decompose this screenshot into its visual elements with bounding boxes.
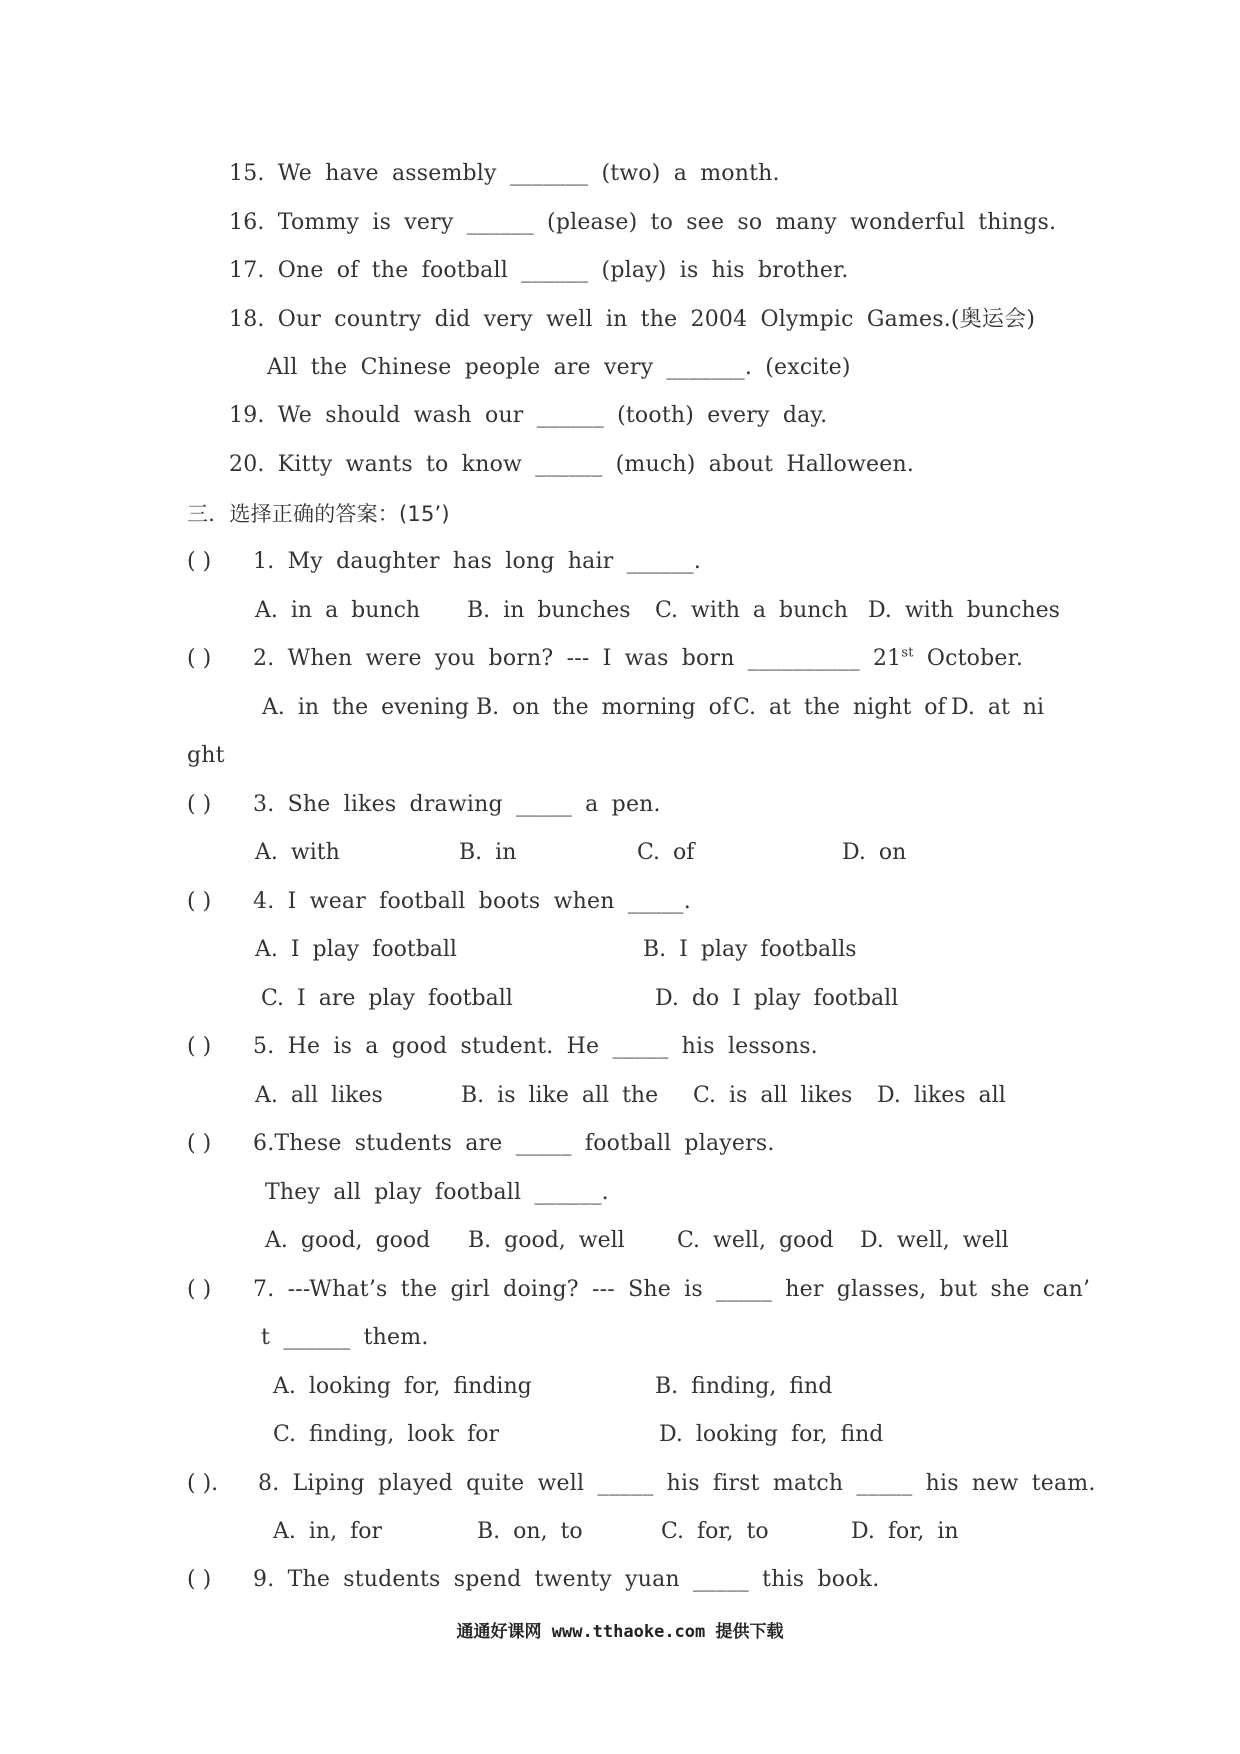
answer-blank: ( ) [187, 792, 212, 817]
answer-blank: ( ) [187, 1277, 212, 1302]
question-5-option-c: C. is all likes [693, 1083, 853, 1108]
question-2-stem [253, 645, 1023, 673]
answer-blank: ( ) [187, 889, 212, 914]
fill-item-16: 16. Tommy is very ______ (please) to see so many wonderful things. [229, 210, 1057, 235]
fill-item-18: 18. Our country did very well in the 2004 Olympic Games.(奥运会) [229, 307, 1036, 332]
question-5-option-b: B. is like all the [461, 1083, 659, 1108]
question-1-option-d: D. with bunches [868, 598, 1060, 623]
question-6-option-b: B. good, well [468, 1228, 625, 1253]
question-4-option-b: B. I play footballs [643, 937, 857, 962]
answer-blank: ( ) [187, 1567, 212, 1592]
question-5-option-a: A. all likes [255, 1083, 383, 1108]
question-7-option-d: D. looking for, find [659, 1422, 884, 1447]
fill-item-18-continuation: All the Chinese people are very _______. (excite) [267, 355, 851, 380]
question-1-option-c: C. with a bunch [655, 598, 848, 623]
question-2-option-a: A. in the evening [262, 695, 470, 720]
fill-item-17: 17. One of the football ______ (play) is his brother. [229, 258, 849, 283]
question-2-option-d-wrap: ght [187, 743, 225, 768]
page-footer: 通通好课网 www.tthaoke.com 提供下载 [456, 1622, 784, 1642]
question-7-stem: 7. ---What’s the girl doing? --- She is _____ her glasses, but she can’ [253, 1277, 1091, 1302]
answer-blank: ( ) [187, 549, 212, 574]
question-4-option-a: A. I play football [255, 937, 457, 962]
question-6-option-c: C. well, good [677, 1228, 834, 1253]
question-2-option-d: D. at ni [951, 695, 1044, 720]
question-2-option-b: B. on the morning of [476, 695, 731, 720]
fill-item-15: 15. We have assembly _______ (two) a month. [229, 161, 780, 186]
question-3-option-b: B. in [459, 840, 517, 865]
answer-blank: ( ) [187, 1034, 212, 1059]
question-7-stem-continuation: t ______ them. [261, 1325, 429, 1350]
question-7-option-c: C. finding, look for [273, 1422, 499, 1447]
question-6-stem-continuation: They all play football ______. [265, 1180, 609, 1205]
question-8-option-d: D. for, in [851, 1519, 959, 1544]
question-2-stem-text: 2. When were you born? --- I was born __________ 21 [253, 646, 902, 671]
answer-blank: ( ) [187, 646, 212, 671]
question-4-option-d: D. do I play football [655, 986, 899, 1011]
question-2-superscript: st [901, 645, 914, 661]
fill-item-19: 19. We should wash our ______ (tooth) every day. [229, 403, 828, 428]
answer-blank: ( ). [187, 1471, 219, 1496]
question-1-stem: 1. My daughter has long hair ______. [253, 549, 702, 574]
question-4-stem: 4. I wear football boots when _____. [253, 889, 691, 914]
question-6-option-a: A. good, good [265, 1228, 431, 1253]
question-9-stem: 9. The students spend twenty yuan _____ this book. [253, 1567, 880, 1592]
question-8-stem: 8. Liping played quite well _____ his first match _____ his new team. [258, 1471, 1096, 1496]
section-heading: 三．选择正确的答案：(15’) [187, 502, 450, 526]
question-4-option-c: C. I are play football [261, 986, 513, 1011]
question-5-option-d: D. likes all [877, 1083, 1006, 1108]
question-3-option-d: D. on [842, 840, 907, 865]
question-1-option-b: B. in bunches [467, 598, 631, 623]
question-3-option-a: A. with [255, 840, 340, 865]
question-8-option-c: C. for, to [661, 1519, 769, 1544]
question-5-stem: 5. He is a good student. He _____ his lessons. [253, 1034, 818, 1059]
question-6-option-d: D. well, well [860, 1228, 1009, 1253]
question-7-option-b: B. finding, find [655, 1374, 833, 1399]
question-3-stem: 3. She likes drawing _____ a pen. [253, 792, 661, 817]
fill-item-20: 20. Kitty wants to know ______ (much) about Halloween. [229, 452, 915, 477]
question-8-option-a: A. in, for [273, 1519, 382, 1544]
question-1-option-a: A. in a bunch [255, 598, 421, 623]
question-6-stem: 6.These students are _____ football players. [253, 1131, 775, 1156]
answer-blank: ( ) [187, 1131, 212, 1156]
question-3-option-c: C. of [637, 840, 695, 865]
question-2-stem-end: October. [913, 646, 1024, 671]
question-8-option-b: B. on, to [477, 1519, 583, 1544]
question-7-option-a: A. looking for, finding [273, 1374, 532, 1399]
question-2-option-c: C. at the night of [733, 695, 946, 720]
